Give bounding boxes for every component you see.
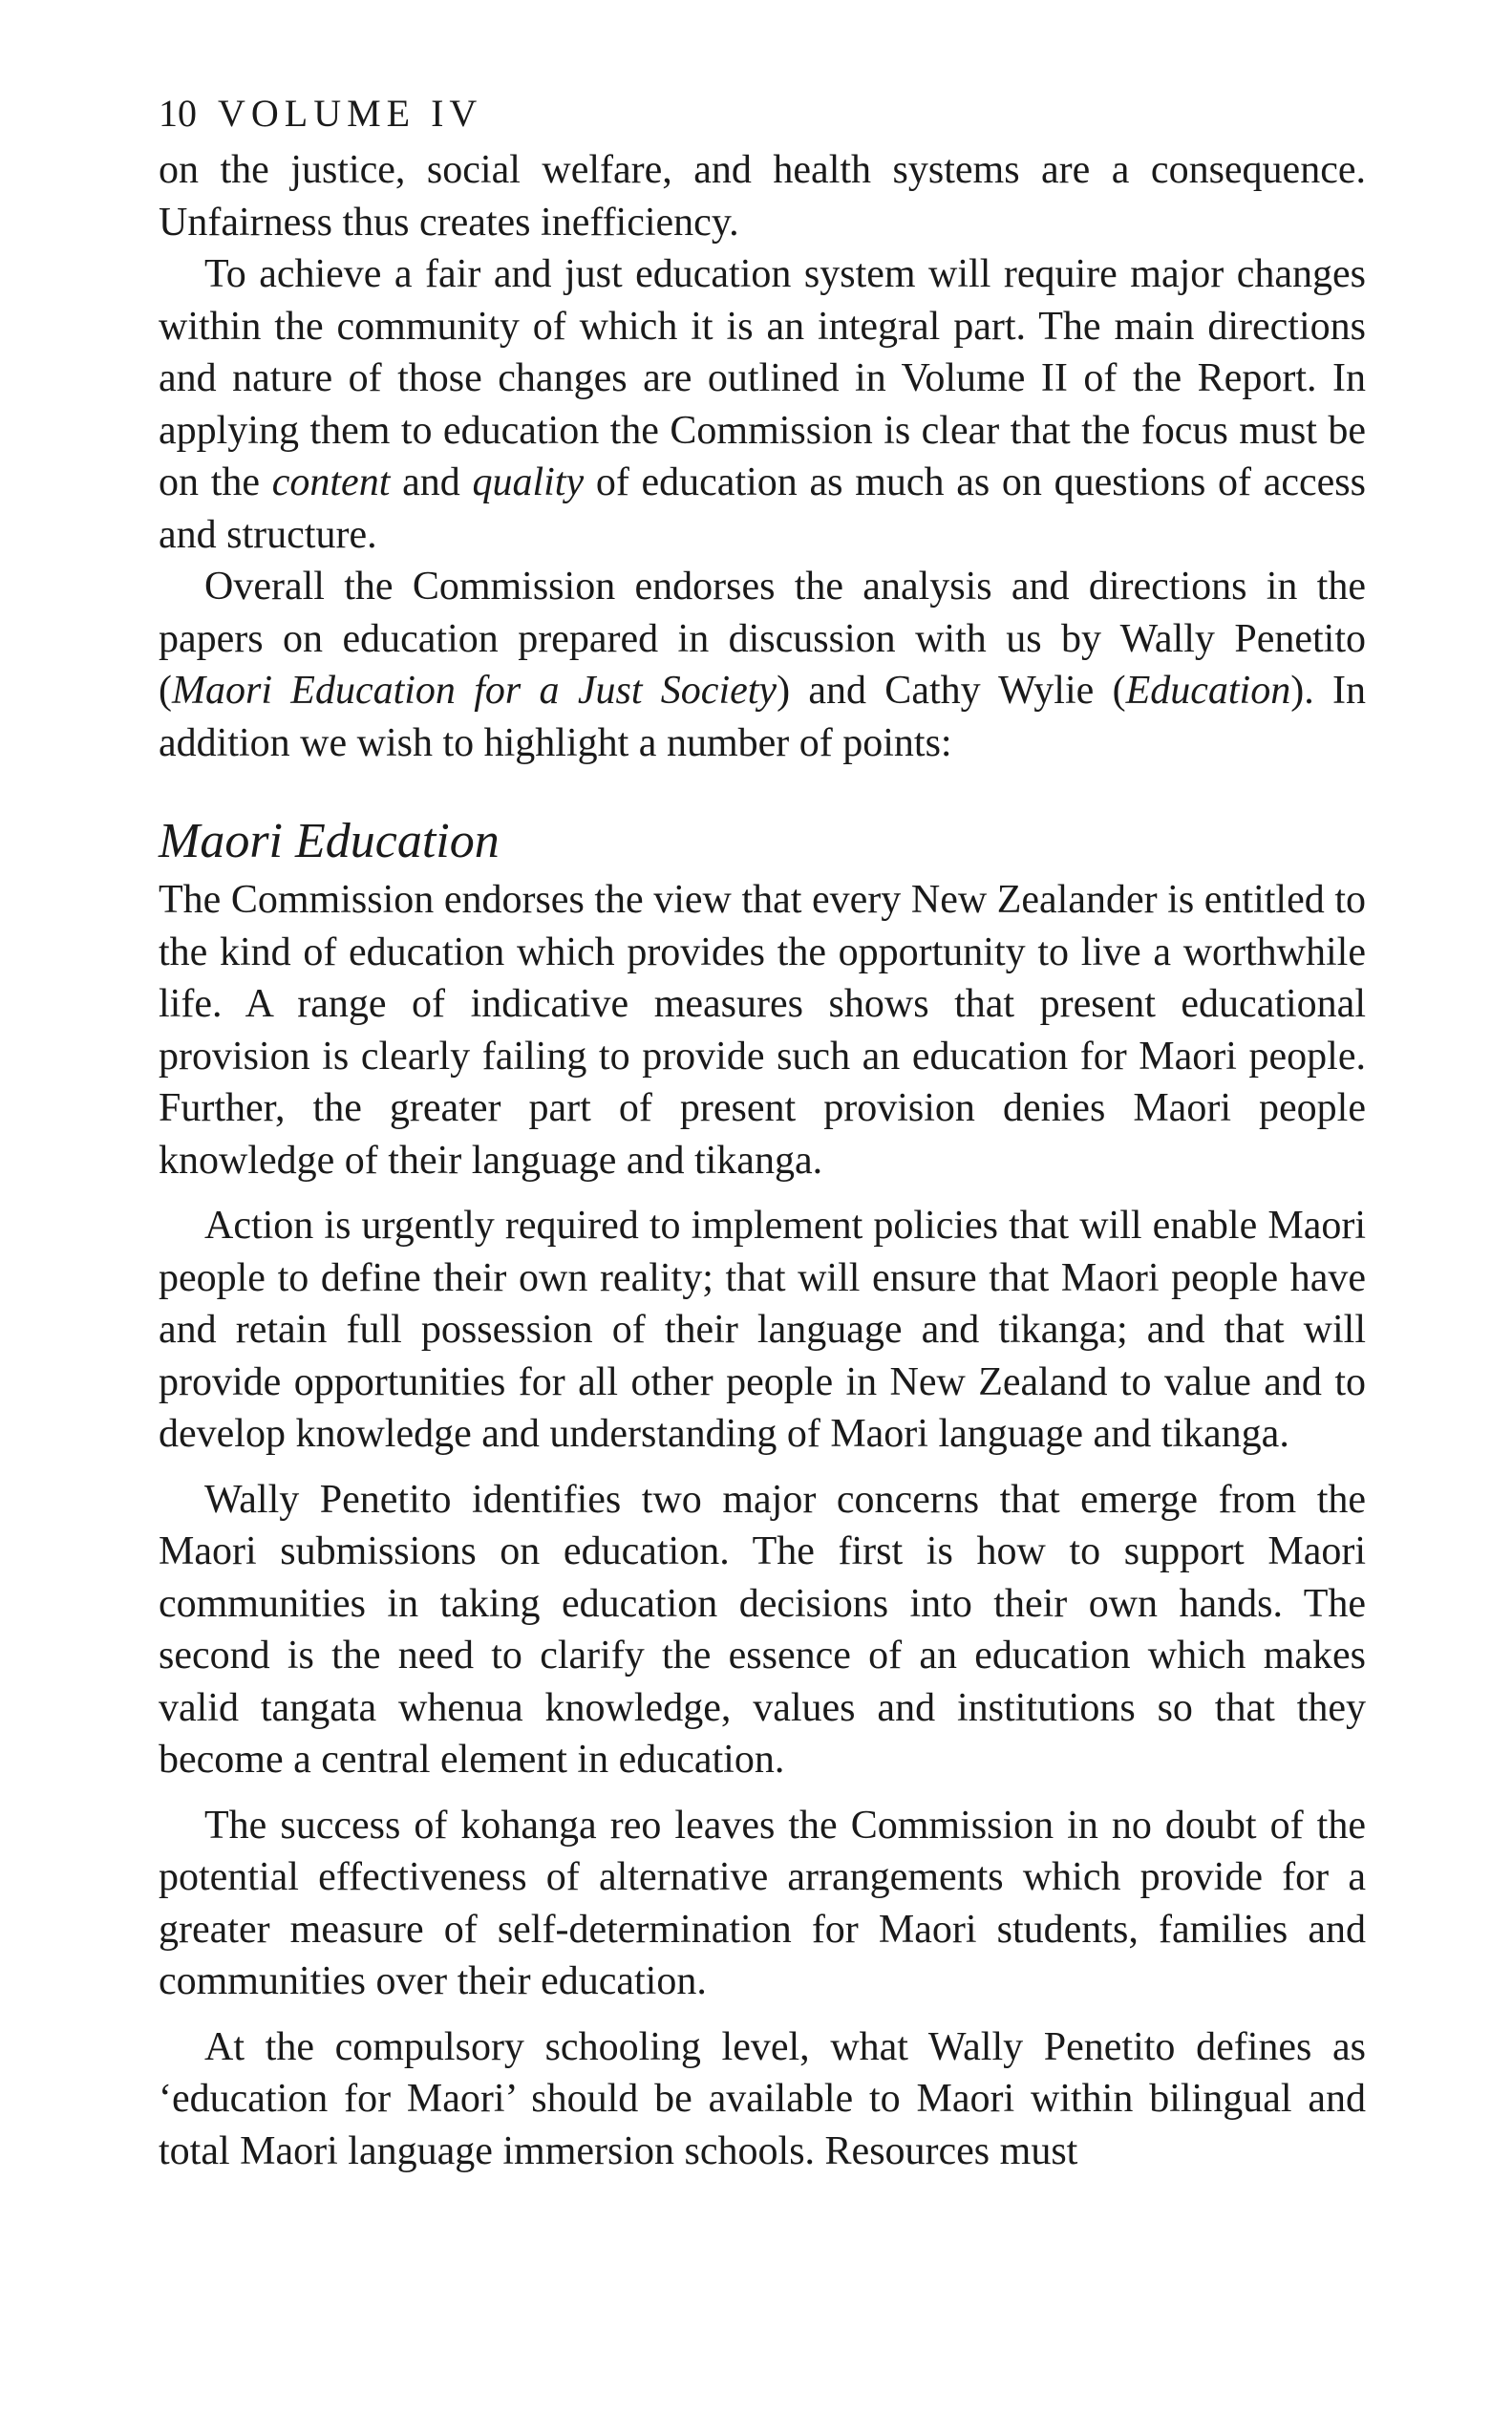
paragraph-7: The success of kohanga reo leaves the Commission in no doubt of the potential effectiveness of alternative arrangements which provide for a greater measure of self-determination for Maori students, families and communities over their education.	[159, 1803, 1366, 2003]
paragraph-1: on the justice, social welfare, and health systems are a consequence. Unfairness thus creates inefficiency.	[159, 148, 1366, 245]
emphasis-content: content	[271, 460, 391, 504]
paragraph-3: Overall the Commission endorses the analysis and directions in the papers on education prepared in discussion with us by Wally Penetito (Maori Education for a Just Society) and Cathy Wylie (Education). In addition we wish to highlight a number of points:	[159, 565, 1366, 765]
paragraph-2: To achieve a fair and just education system will require major changes within the community of which it is an integral part. The main directions and nature of those changes are outlined in Volume II of the Report. In applying them to education the Commission is clear that the focus must be on the content and quality of education as much as on questions of access and structure.	[159, 252, 1366, 557]
paragraph-5: Action is urgently required to implement policies that will enable Maori people to define their own reality; that will ensure that Maori people have and retain full possession of their language and tikanga; and that will provide opportunities for all other people in New Zealand to value and to develop knowledge and understanding of Maori language and tikanga.	[159, 1204, 1366, 1456]
section-heading: Maori Education	[159, 814, 500, 868]
running-head	[159, 91, 1366, 137]
title-maori-education-just-society: Maori Education for a Just Society	[172, 669, 777, 713]
page-number: 10	[159, 92, 197, 135]
paragraph-6: Wally Penetito identifies two major concerns that emerge from the Maori submissions on education. The first is how to support Maori communities in taking education decisions into their own hands. The second is the need to clarify the essence of an education which makes valid tangata whenua knowledge, values and institutions so that they become a central element in education.	[159, 1477, 1366, 1782]
paragraph-4: The Commission endorses the view that every New Zealander is entitled to the kind of education which provides the opportunity to live a worthwhile life. A range of indicative measures shows that present educational provision is clearly failing to provide such an education for Maori people. Further, the greater part of present provision denies Maori people knowledge of their language and tikanga.	[159, 878, 1366, 1183]
volume-label: VOLUME IV	[218, 92, 483, 135]
emphasis-quality: quality	[472, 460, 585, 504]
document-page	[159, 91, 1366, 2177]
paragraph-8: At the compulsory schooling level, what Wally Penetito defines as ‘education for Maori’ should be available to Maori within bilingual and total Maori language immersion schools. Resources must	[159, 2024, 1366, 2173]
title-education: Education	[1125, 669, 1291, 713]
